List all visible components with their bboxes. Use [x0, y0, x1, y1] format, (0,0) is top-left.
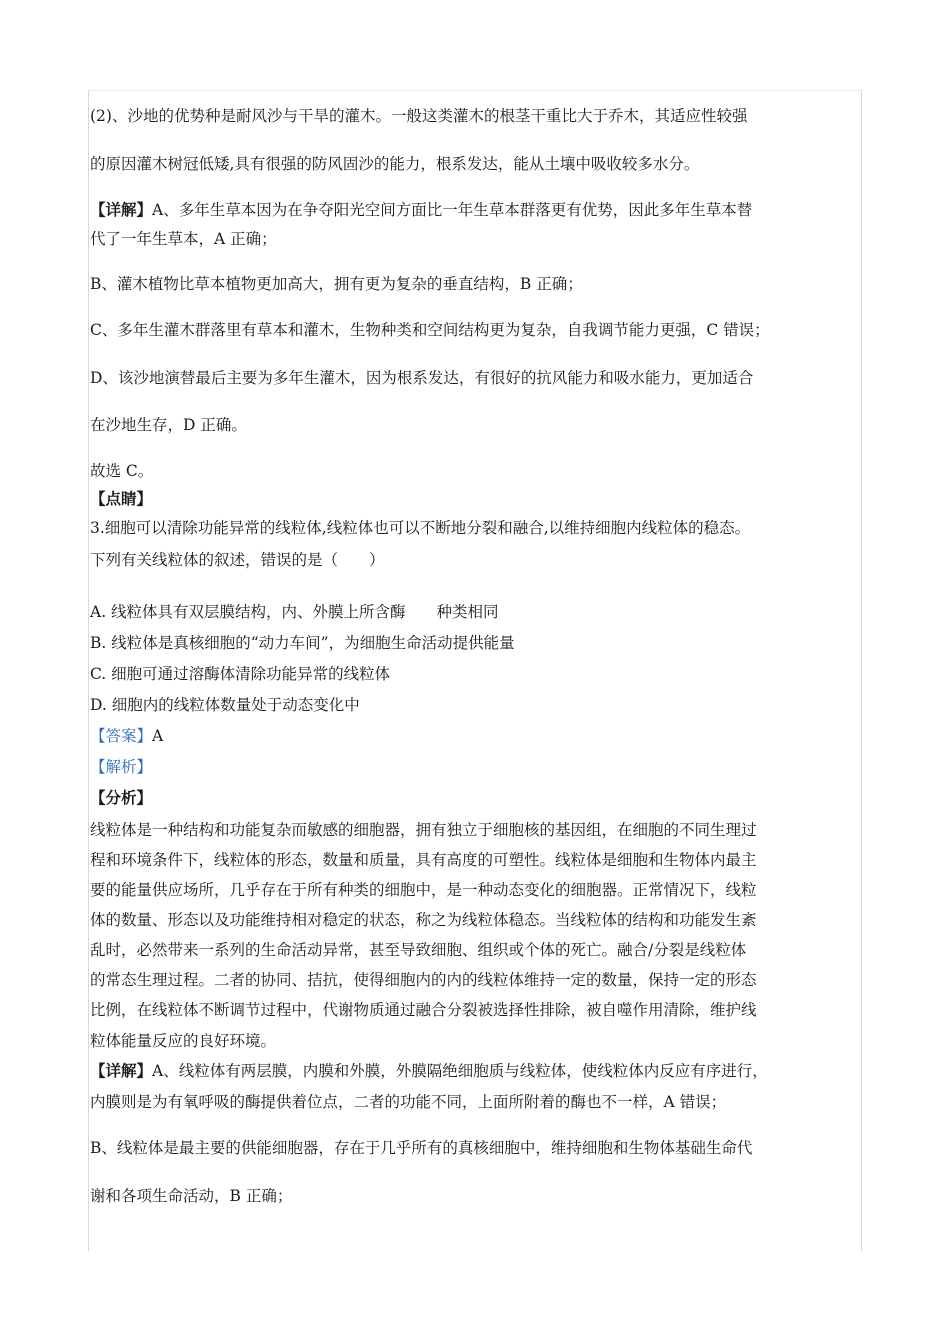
analysis-heading: 【解析】: [90, 758, 153, 776]
text-line: 体的数量、形态以及功能维持相对稳定的状态，称之为线粒体稳态。当线粒体的结构和功能发生紊: [90, 911, 757, 929]
text-line: 乱时，必然带来一系列的生命活动异常，甚至导致细胞、组织或个体的死亡。融合/分裂是线粒体: [90, 941, 747, 959]
text-line: 在沙地生存，D 正确。: [90, 416, 247, 434]
question-stem: 3.细胞可以清除功能异常的线粒体,线粒体也可以不断地分裂和融合,以维持细胞内线粒体的稳态。: [90, 519, 751, 537]
option-d: D. 细胞内的线粒体数量处于动态变化中: [90, 696, 360, 714]
text-line: 粒体能量反应的良好环境。: [90, 1032, 277, 1050]
detail-tag: 【详解】: [90, 200, 153, 219]
detail-paragraph: 【详解】A、多年生草本因为在争夺阳光空间方面比一年生草本群落更有优势，因此多年生草本替: [90, 200, 753, 219]
text-line: 故选 C。: [90, 462, 154, 480]
question-stem: 下列有关线粒体的叙述，错误的是（ ）: [90, 551, 385, 569]
text-line: 谢和各项生命活动，B 正确；: [90, 1187, 293, 1205]
text-line: 的原因灌木树冠低矮,具有很强的防风固沙的能力，根系发达，能从土壤中吸收较多水分。: [90, 155, 700, 173]
text-line: B、线粒体是最主要的供能细胞器，存在于几乎所有的真核细胞中，维持细胞和生物体基础生命代: [90, 1139, 753, 1157]
text-line: 的常态生理过程。二者的协同、拮抗，使得细胞内的内的线粒体维持一定的数量，保持一定的形态: [90, 971, 757, 989]
detail-tag: 【详解】: [90, 1061, 153, 1080]
text-line: 代了一年生草本，A 正确；: [90, 230, 277, 248]
text-line: 线粒体是一种结构和功能复杂而敏感的细胞器，拥有独立于细胞核的基因组，在细胞的不同生理过: [90, 821, 757, 839]
option-c: C. 细胞可通过溶酶体清除功能异常的线粒体: [90, 665, 391, 683]
option-b: B. 线粒体是真核细胞的“动力车间”，为细胞生命活动提供能量: [90, 634, 515, 652]
analysis-sub-heading: 【分析】: [90, 788, 153, 807]
text-line: (2)、沙地的优势种是耐风沙与干旱的灌木。一般这类灌木的根茎干重比大于乔木，其适应性较强: [90, 107, 748, 125]
option-a: A. 线粒体具有双层膜结构，内、外膜上所含酶 种类相同: [90, 603, 499, 621]
detail-paragraph: 【详解】A、线粒体有两层膜，内膜和外膜，外膜隔绝细胞质与线粒体，使线粒体内反应有序进行，: [90, 1061, 768, 1080]
text-line: 要的能量供应场所，几乎存在于所有种类的细胞中，是一种动态变化的细胞器。正常情况下，线粒: [90, 881, 757, 899]
text-line: C、多年生灌木群落里有草本和灌木，生物种类和空间结构更为复杂，自我调节能力更强，C 错误；: [90, 321, 770, 339]
text-line: D、该沙地演替最后主要为多年生灌木，因为根系发达，有很好的抗风能力和吸水能力，更加适合: [90, 369, 754, 387]
text-line: 内膜则是为有氧呼吸的酶提供着位点，二者的功能不同，上面所附着的酶也不一样，A 错误；: [90, 1093, 727, 1111]
text-line: 比例，在线粒体不断调节过程中，代谢物质通过融合分裂被选择性排除，被自噬作用清除，维护线: [90, 1001, 757, 1019]
section-heading: 【点睛】: [90, 489, 153, 508]
answer-line: 【答案】A: [90, 727, 164, 745]
text-line: 程和环境条件下，线粒体的形态，数量和质量，具有高度的可塑性。线粒体是细胞和生物体内最主: [90, 851, 757, 869]
text-line: B、灌木植物比草本植物更加高大，拥有更为复杂的垂直结构，B 正确；: [90, 275, 583, 293]
answer-tag: 【答案】: [90, 727, 153, 745]
